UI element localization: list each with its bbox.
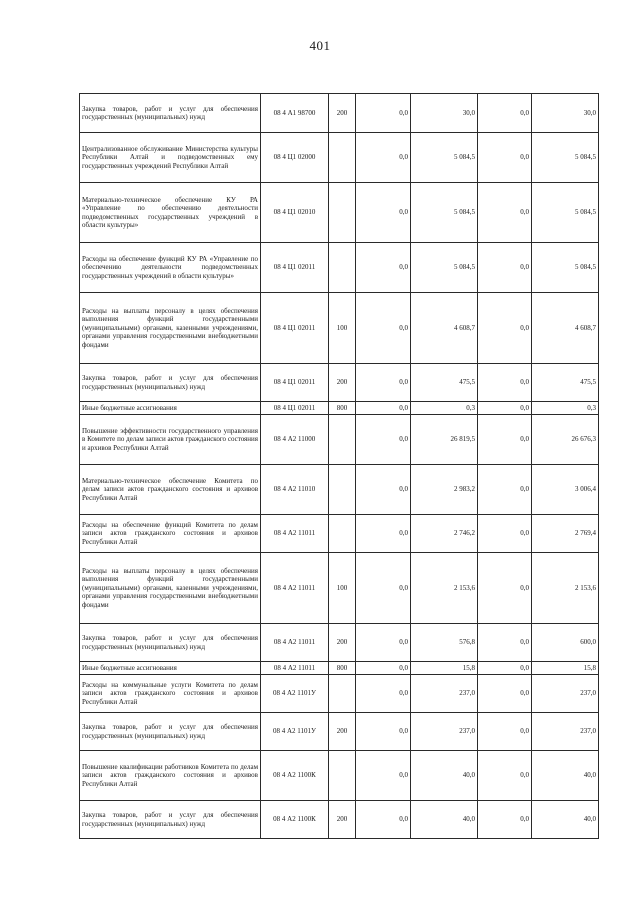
row-value-3: 0,0 <box>478 243 532 293</box>
row-value-4: 15,8 <box>532 662 599 675</box>
row-value-4: 5 084,5 <box>532 243 599 293</box>
row-code: 08 4 А2 1101У <box>261 713 329 751</box>
row-value-2: 0,3 <box>411 402 478 415</box>
row-value-2: 30,0 <box>411 94 478 133</box>
table-row <box>80 751 599 801</box>
row-expense-type: 200 <box>329 364 356 402</box>
row-value-3: 0,0 <box>478 415 532 465</box>
row-expense-type <box>329 133 356 183</box>
row-description: Иные бюджетные ассигнования <box>80 662 261 675</box>
row-value-1: 0,0 <box>356 293 411 364</box>
table-row <box>80 183 599 243</box>
row-value-2: 475,5 <box>411 364 478 402</box>
table-row <box>80 94 599 133</box>
row-value-4: 237,0 <box>532 713 599 751</box>
row-code: 08 4 А2 11011 <box>261 662 329 675</box>
row-expense-type <box>329 675 356 713</box>
row-description: Закупка товаров, работ и услуг для обеспечения государственных (муниципальных) нужд <box>80 94 261 133</box>
row-value-4: 5 084,5 <box>532 183 599 243</box>
row-value-3: 0,0 <box>478 662 532 675</box>
row-code: 08 4 Ц1 02011 <box>261 364 329 402</box>
page-number: 401 <box>309 38 331 53</box>
row-description: Повышение квалификации работников Комитета по делам записи актов гражданского состояния и архивов Республики Алтай <box>80 751 261 801</box>
row-value-4: 30,0 <box>532 94 599 133</box>
row-description: Закупка товаров, работ и услуг для обеспечения государственных (муниципальных) нужд <box>80 713 261 751</box>
row-value-4: 237,0 <box>532 675 599 713</box>
table-row <box>80 465 599 515</box>
row-expense-type: 100 <box>329 553 356 624</box>
row-value-2: 4 608,7 <box>411 293 478 364</box>
row-value-1: 0,0 <box>356 94 411 133</box>
row-value-4: 5 084,5 <box>532 133 599 183</box>
row-value-4: 2 769,4 <box>532 515 599 553</box>
row-value-3: 0,0 <box>478 801 532 839</box>
table-row <box>80 515 599 553</box>
table-row <box>80 553 599 624</box>
row-code: 08 4 Ц1 02011 <box>261 243 329 293</box>
row-value-4: 2 153,6 <box>532 553 599 624</box>
row-value-1: 0,0 <box>356 675 411 713</box>
row-value-3: 0,0 <box>478 402 532 415</box>
row-description: Расходы на выплаты персоналу в целях обеспечения выполнения функций государственными (муниципальными) органами, казенными учреждениями, органами управления государственными внебюджетными фондами <box>80 553 261 624</box>
row-code: 08 4 Ц1 02011 <box>261 402 329 415</box>
row-expense-type <box>329 243 356 293</box>
row-description: Централизованное обслуживание Министерства культуры Республики Алтай и подведомственных ему государственных учреждений Республики Алтай <box>80 133 261 183</box>
row-expense-type: 800 <box>329 662 356 675</box>
row-expense-type <box>329 515 356 553</box>
row-value-4: 600,0 <box>532 624 599 662</box>
row-value-1: 0,0 <box>356 133 411 183</box>
row-value-1: 0,0 <box>356 751 411 801</box>
row-code: 08 4 Ц1 02010 <box>261 183 329 243</box>
row-expense-type: 100 <box>329 293 356 364</box>
row-value-1: 0,0 <box>356 415 411 465</box>
row-code: 08 4 Ц1 02000 <box>261 133 329 183</box>
row-value-2: 2 153,6 <box>411 553 478 624</box>
row-value-3: 0,0 <box>478 624 532 662</box>
row-description: Иные бюджетные ассигнования <box>80 402 261 415</box>
table-row <box>80 624 599 662</box>
table-row <box>80 133 599 183</box>
row-description: Расходы на обеспечение функций Комитета по делам записи актов гражданского состояния и архивов Республики Алтай <box>80 515 261 553</box>
row-description: Закупка товаров, работ и услуг для обеспечения государственных (муниципальных) нужд <box>80 624 261 662</box>
table-row <box>80 293 599 364</box>
row-value-2: 2 746,2 <box>411 515 478 553</box>
row-value-3: 0,0 <box>478 515 532 553</box>
row-value-3: 0,0 <box>478 94 532 133</box>
row-expense-type <box>329 415 356 465</box>
row-code: 08 4 А2 1100К <box>261 751 329 801</box>
table-row <box>80 243 599 293</box>
row-value-2: 5 084,5 <box>411 243 478 293</box>
row-value-2: 237,0 <box>411 713 478 751</box>
row-value-2: 576,8 <box>411 624 478 662</box>
row-value-1: 0,0 <box>356 515 411 553</box>
row-code: 08 4 А2 11011 <box>261 515 329 553</box>
budget-table <box>79 93 599 839</box>
row-code: 08 4 Ц1 02011 <box>261 293 329 364</box>
row-value-2: 5 084,5 <box>411 133 478 183</box>
row-code: 08 4 А2 11000 <box>261 415 329 465</box>
row-value-2: 40,0 <box>411 751 478 801</box>
row-description: Расходы на выплаты персоналу в целях обеспечения выполнения функций государственными (муниципальными) органами, казенными учреждениями, органами управления государственными внебюджетными фондами <box>80 293 261 364</box>
row-expense-type: 200 <box>329 801 356 839</box>
row-value-3: 0,0 <box>478 675 532 713</box>
row-expense-type: 200 <box>329 713 356 751</box>
row-expense-type <box>329 465 356 515</box>
table-row <box>80 415 599 465</box>
row-value-4: 3 006,4 <box>532 465 599 515</box>
table-row <box>80 662 599 675</box>
row-code: 08 4 А2 11011 <box>261 624 329 662</box>
row-value-4: 40,0 <box>532 801 599 839</box>
row-value-3: 0,0 <box>478 553 532 624</box>
row-description: Закупка товаров, работ и услуг для обеспечения государственных (муниципальных) нужд <box>80 801 261 839</box>
row-value-2: 26 819,5 <box>411 415 478 465</box>
row-description: Расходы на обеспечение функций КУ РА «Управление по обеспечению деятельности подведомственных государственных учреждений в области культуры» <box>80 243 261 293</box>
row-expense-type: 200 <box>329 94 356 133</box>
table-row <box>80 675 599 713</box>
row-description: Материально-техническое обеспечение КУ РА «Управление по обеспечению деятельности подведомственных государственных учреждений в области культуры» <box>80 183 261 243</box>
table-row <box>80 801 599 839</box>
row-value-4: 26 676,3 <box>532 415 599 465</box>
row-value-3: 0,0 <box>478 133 532 183</box>
row-expense-type: 800 <box>329 402 356 415</box>
row-value-2: 237,0 <box>411 675 478 713</box>
row-value-1: 0,0 <box>356 402 411 415</box>
row-value-4: 4 608,7 <box>532 293 599 364</box>
row-value-1: 0,0 <box>356 243 411 293</box>
row-value-2: 5 084,5 <box>411 183 478 243</box>
row-value-1: 0,0 <box>356 624 411 662</box>
table-row <box>80 402 599 415</box>
row-description: Материально-техническое обеспечение Комитета по делам записи актов гражданского состояния и архивов Республики Алтай <box>80 465 261 515</box>
row-value-2: 15,8 <box>411 662 478 675</box>
table-row <box>80 713 599 751</box>
row-value-3: 0,0 <box>478 465 532 515</box>
row-value-3: 0,0 <box>478 364 532 402</box>
row-code: 08 4 А2 11010 <box>261 465 329 515</box>
row-value-1: 0,0 <box>356 183 411 243</box>
row-value-3: 0,0 <box>478 751 532 801</box>
row-value-3: 0,0 <box>478 183 532 243</box>
row-code: 08 4 А2 11011 <box>261 553 329 624</box>
table-row <box>80 364 599 402</box>
row-description: Расходы на коммунальные услуги Комитета по делам записи актов гражданского состояния и архивов Республики Алтай <box>80 675 261 713</box>
row-description: Повышение эффективности государственного управления в Комитете по делам записи актов гражданского состояния и архивов Республики Алтай <box>80 415 261 465</box>
row-value-1: 0,0 <box>356 364 411 402</box>
row-value-4: 475,5 <box>532 364 599 402</box>
row-expense-type: 200 <box>329 624 356 662</box>
row-value-4: 0,3 <box>532 402 599 415</box>
row-value-3: 0,0 <box>478 293 532 364</box>
row-value-1: 0,0 <box>356 713 411 751</box>
row-code: 08 4 А2 1101У <box>261 675 329 713</box>
row-code: 08 4 А2 1100К <box>261 801 329 839</box>
row-value-3: 0,0 <box>478 713 532 751</box>
row-value-1: 0,0 <box>356 465 411 515</box>
row-value-2: 2 983,2 <box>411 465 478 515</box>
row-value-1: 0,0 <box>356 801 411 839</box>
row-value-2: 40,0 <box>411 801 478 839</box>
row-description: Закупка товаров, работ и услуг для обеспечения государственных (муниципальных) нужд <box>80 364 261 402</box>
row-expense-type <box>329 751 356 801</box>
row-code: 08 4 А1 98700 <box>261 94 329 133</box>
row-value-4: 40,0 <box>532 751 599 801</box>
row-expense-type <box>329 183 356 243</box>
row-value-1: 0,0 <box>356 662 411 675</box>
row-value-1: 0,0 <box>356 553 411 624</box>
